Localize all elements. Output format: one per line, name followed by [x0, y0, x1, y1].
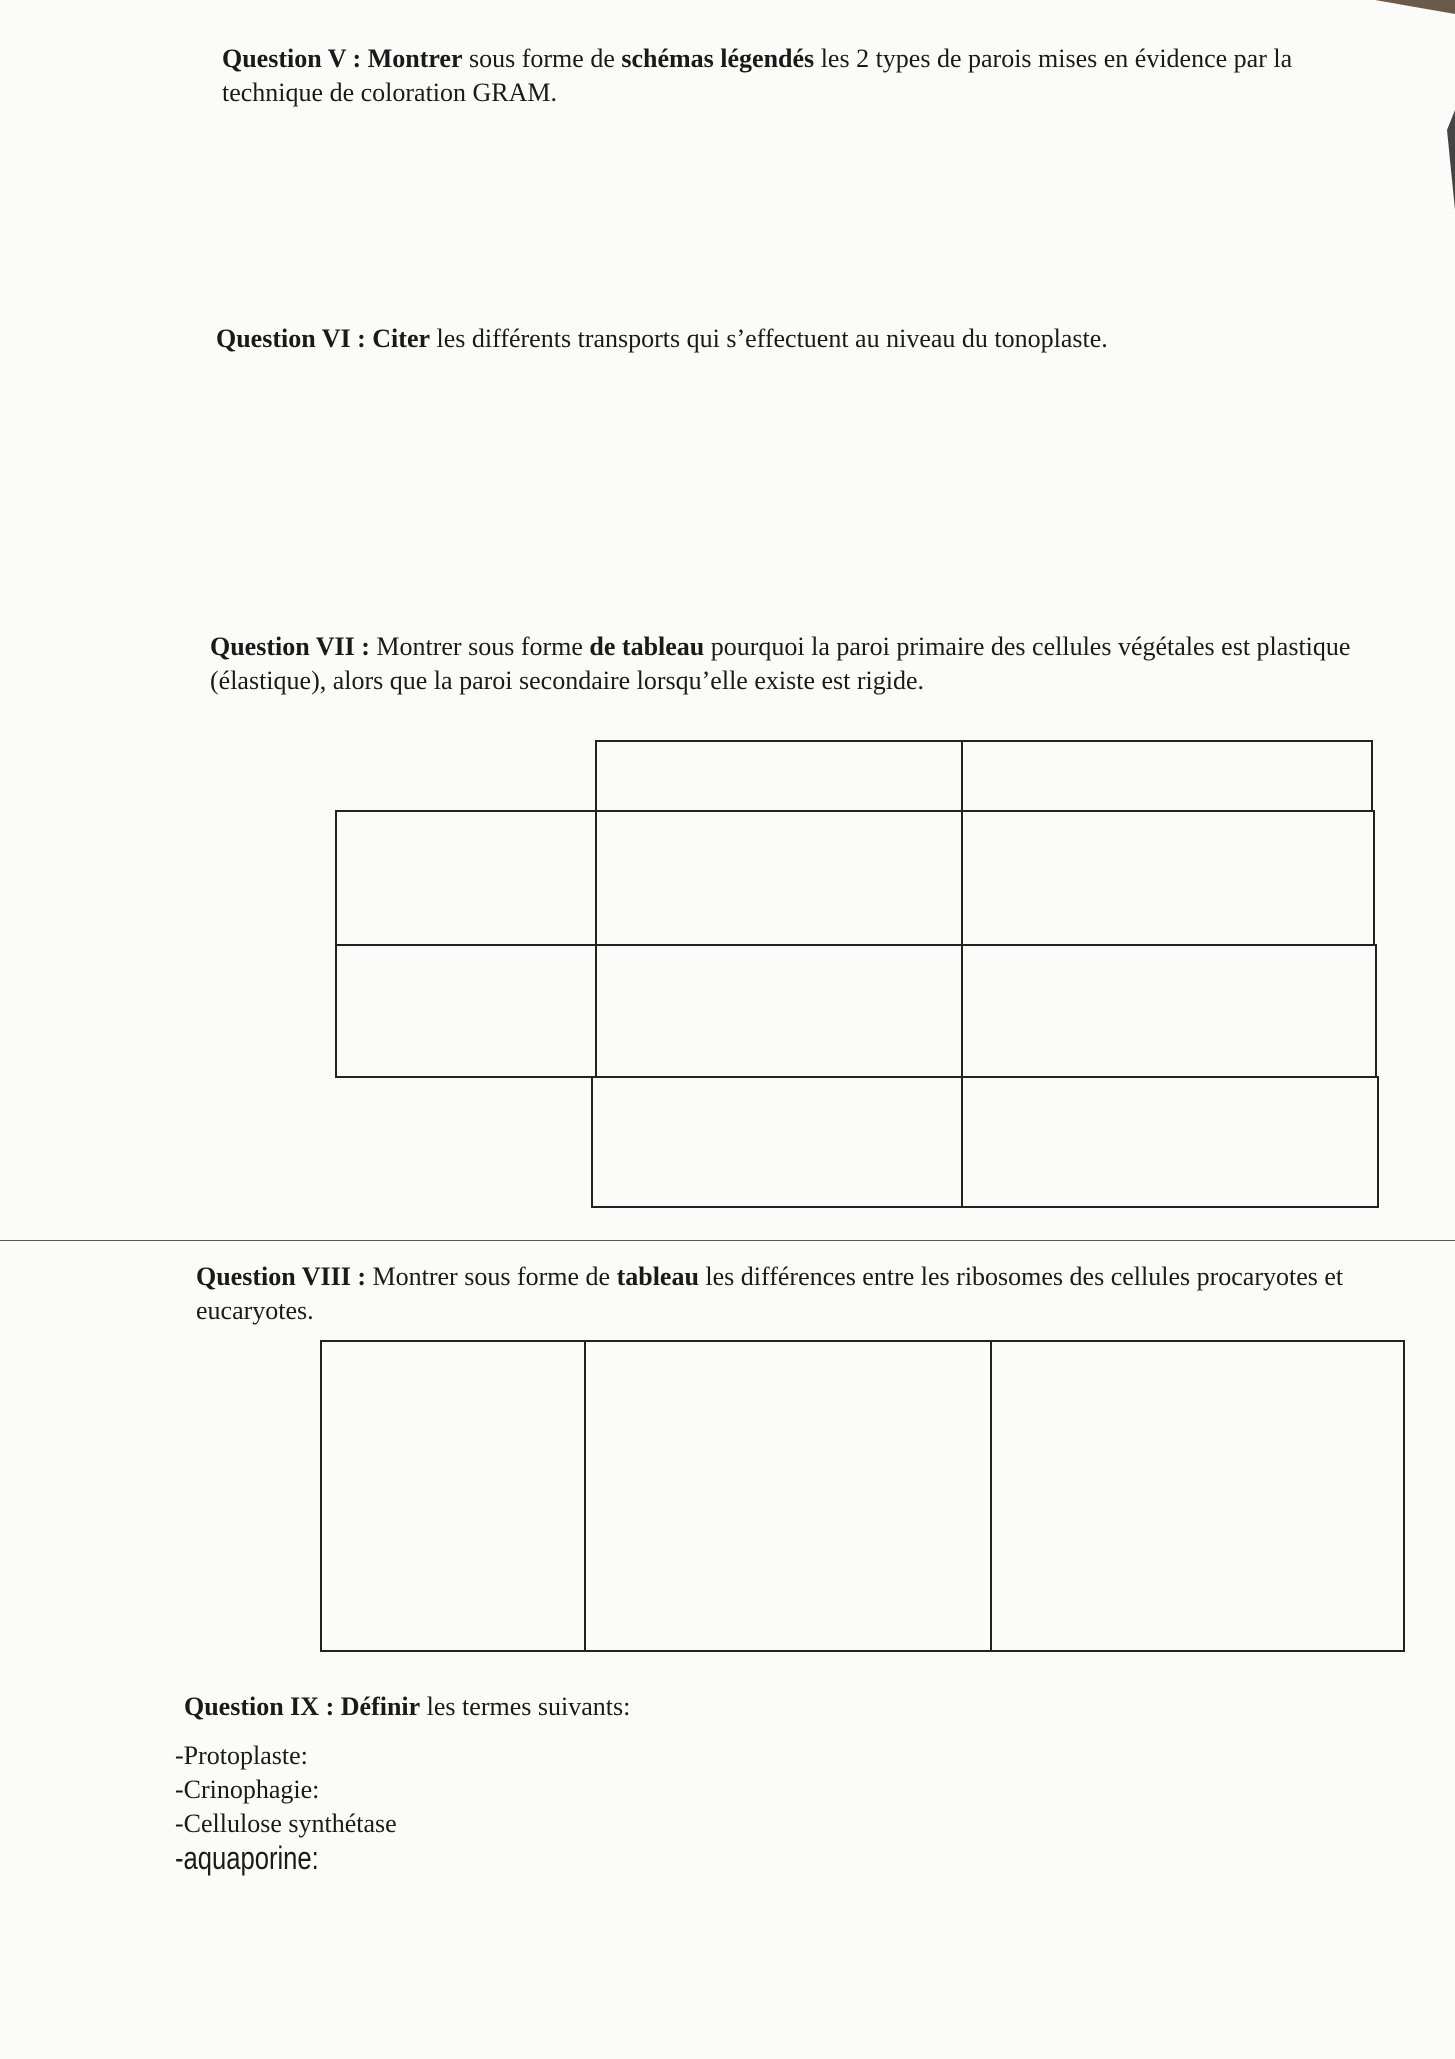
question-7	[210, 630, 1380, 698]
question-9	[184, 1690, 1284, 1724]
table-7-cell	[595, 810, 963, 944]
question-8	[196, 1260, 1376, 1328]
question-8-table	[320, 1340, 1405, 1652]
question-7-table	[335, 740, 1380, 1210]
question-7-text-b: pourquoi la paroi primaire des cellules végétales est plastique (élastique), alors que la paroi secondaire lorsqu’elle existe est rigide.	[210, 632, 1351, 695]
page-divider	[0, 1240, 1455, 1241]
table-7-cell	[961, 944, 1377, 1078]
page-corner-shadow	[1375, 0, 1455, 14]
question-9-label: Question IX :	[184, 1692, 335, 1721]
question-5	[222, 42, 1352, 110]
question-8-emph: tableau	[616, 1262, 699, 1291]
question-7-label: Question VII :	[210, 632, 370, 661]
page-edge-mark	[1447, 110, 1455, 210]
question-8-label: Question VIII :	[196, 1262, 367, 1291]
question-5-text-a: sous forme de	[462, 44, 622, 73]
question-5-text-b: les 2 types de parois mises en évidence par la technique de coloration GRAM.	[222, 44, 1293, 107]
table-row	[321, 1341, 1404, 1651]
question-5-label: Question V :	[222, 44, 362, 73]
question-7-text-a: Montrer sous forme	[369, 632, 590, 661]
question-5-verb: Montrer	[367, 44, 463, 73]
table-7-cell	[335, 944, 597, 1078]
question-9-verb: Définir	[340, 1692, 421, 1721]
table-7-cell	[595, 944, 963, 1078]
definition-item-aquaporine	[175, 1841, 397, 1878]
question-6-text-a: les différents transports qui s’effectuent au niveau du tonoplaste.	[430, 324, 1108, 353]
question-8-text-b: les différences entre les ribosomes des cellules procaryotes et eucaryotes.	[196, 1262, 1344, 1325]
definition-item-crinophagie: -Crinophagie:	[175, 1775, 320, 1804]
question-5-emph: schémas légendés	[621, 44, 815, 73]
table-8-cell	[321, 1341, 585, 1651]
question-6	[216, 322, 1346, 356]
table-7-cell	[595, 740, 963, 812]
definition-item-cellulose-synthetase: -Cellulose synthétase	[175, 1809, 397, 1838]
table-7-cell	[961, 810, 1375, 944]
aquaporine-handwritten: -aquaporine:	[175, 1840, 319, 1876]
question-6-verb: Citer	[372, 324, 431, 353]
question-7-emph: de tableau	[589, 632, 705, 661]
table-7-cell	[961, 740, 1373, 812]
table-8-cell	[585, 1341, 991, 1651]
definition-item-protoplaste: -Protoplaste:	[175, 1741, 308, 1770]
definition-list	[175, 1739, 397, 1878]
question-6-label: Question VI :	[216, 324, 366, 353]
table-8-cell	[991, 1341, 1404, 1651]
question-9-text-a: les termes suivants:	[420, 1692, 631, 1721]
table-7-cell	[335, 810, 597, 944]
table-7-cell	[961, 1076, 1379, 1208]
table-7-cell	[591, 1076, 963, 1208]
question-8-text-a: Montrer sous forme de	[366, 1262, 617, 1291]
